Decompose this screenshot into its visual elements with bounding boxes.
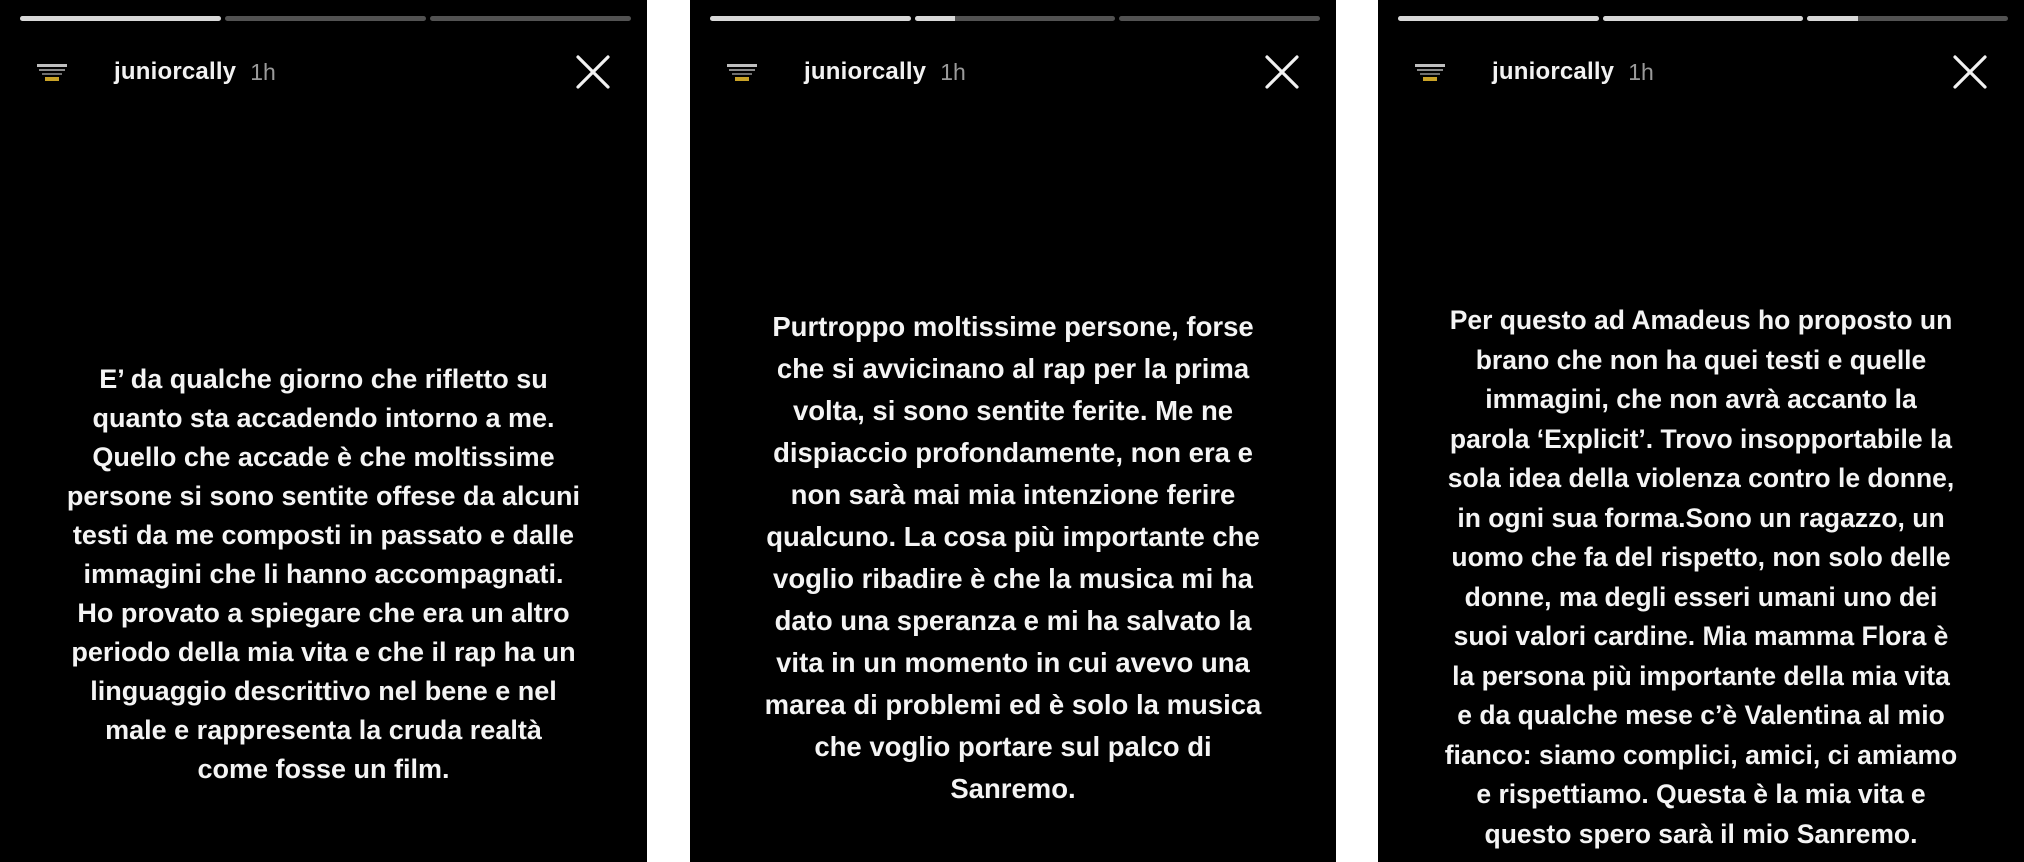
close-icon[interactable] (1262, 52, 1302, 92)
story-header (724, 50, 1316, 94)
story-caption: Purtroppo moltissime persone, forse che si avvicinano al rap per la prima volta, si sono sentite ferite. Me ne dispiaccio profondamente, non era e non sarà mai mia intenzione ferire qualcuno. La cosa più importante che voglio ribadire è che la musica mi ha dato una speranza e mi ha salvato la vita in un momento in cui avevo una marea di problemi ed è solo la musica che voglio portare sul palco di Sanremo. (764, 311, 1262, 804)
avatar-logo-icon[interactable] (1412, 54, 1448, 90)
progress-segment (430, 16, 631, 21)
progress-segment (1398, 16, 1599, 21)
story-panel-3[interactable] (1378, 0, 2024, 862)
story-caption: Per questo ad Amadeus ho proposto un brano che non ha quei testi e quelle immagini, che non avrà accanto la parola ‘Explicit’. Trovo insopportabile la sola idea della violenza contro le donne, in ogni sua forma.Sono un ragazzo, un uomo che fa del rispetto, non solo delle donne, ma degli esseri umani uno dei suoi valori cardine. Mia mamma Flora è la persona più importante della mia vita e da qualche mese c’è Valentina al mio fianco: siamo complici, amici, ci amiamo e rispettiamo. Questa è la mia vita e questo spero sarà il mio Sanremo. (1444, 305, 1958, 849)
close-icon[interactable] (1950, 52, 1990, 92)
avatar-logo-icon[interactable] (724, 54, 760, 90)
progress-segment (20, 16, 221, 21)
post-time: 1h (250, 58, 276, 85)
post-time: 1h (940, 58, 966, 85)
progress-segment (225, 16, 426, 21)
story-panel-1[interactable] (0, 0, 647, 862)
story-panel-2[interactable] (690, 0, 1336, 862)
story-header (34, 50, 627, 94)
progress-segment (1603, 16, 1804, 21)
story-progress-bar (1398, 16, 2008, 21)
progress-segment (915, 16, 1116, 21)
progress-segment (1119, 16, 1320, 21)
close-icon[interactable] (573, 52, 613, 92)
username-link[interactable]: juniorcally (804, 58, 927, 85)
story-header (1412, 50, 2004, 94)
username-link[interactable]: juniorcally (1492, 58, 1615, 85)
story-progress-bar (20, 16, 631, 21)
avatar-logo-icon[interactable] (34, 54, 70, 90)
username-link[interactable]: juniorcally (114, 58, 237, 85)
progress-segment (1807, 16, 2008, 21)
progress-segment (710, 16, 911, 21)
story-progress-bar (710, 16, 1320, 21)
post-time: 1h (1628, 58, 1654, 85)
story-caption: E’ da qualche giorno che rifletto su quanto sta accadendo intorno a me. Quello che accade è che moltissime persone si sono sentite offese da alcuni testi da me composti in passato e dalle immagini che li hanno accompagnati. Ho provato a spiegare che era un altro periodo della mia vita e che il rap ha un linguaggio descrittivo nel bene e nel male e rappresenta la cruda realtà come fosse un film. (66, 364, 581, 784)
